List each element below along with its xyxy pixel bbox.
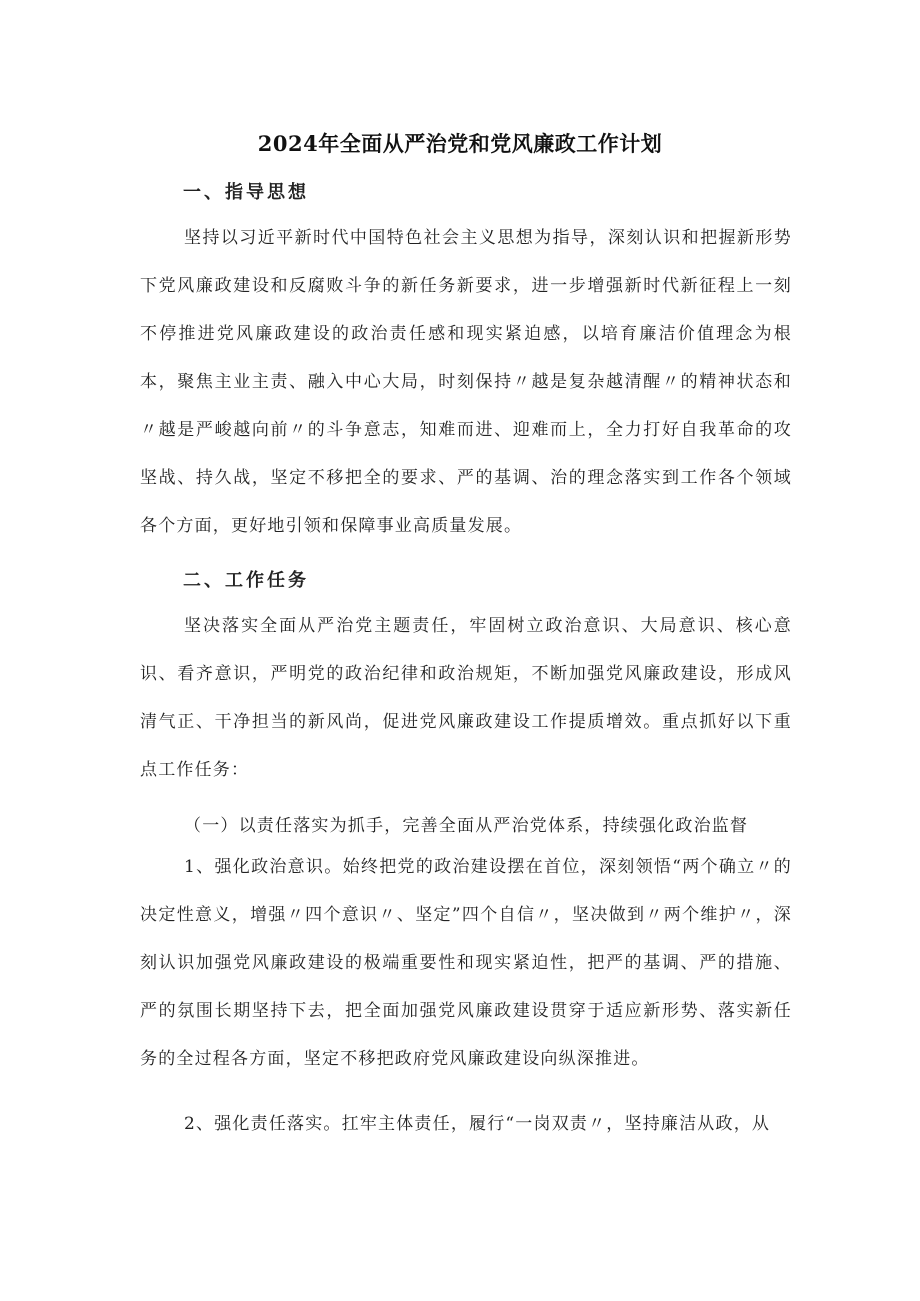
task-item-political-awareness: 1、强化政治意识。始终把党的政治建设摆在首位，深刻领悟“两个确立〃的决定性意义，增强〃四个意识〃、坚定”四个自信〃，坚决做到〃两个维护〃，深刻认识加强党风廉政建设的极端重要性和现实紧迫性，把严的基调、严的措施、严的氛围长期坚持下去，把全面加强党风廉政建设贯穿于适应新形势、落实新任务的全过程各方面，坚定不移把政府党风廉政建设向纵深推进。 xyxy=(140,857,792,1069)
task-item-responsibility: 2、强化责任落实。扛牢主体责任，履行“一岗双责〃，坚持廉洁从政，从 xyxy=(184,1114,771,1134)
section-heading-work-tasks: 二、工作任务 xyxy=(183,570,309,591)
section-heading-guiding-ideology: 一、指导思想 xyxy=(183,182,309,203)
guiding-ideology-paragraph: 坚持以习近平新时代中国特色社会主义思想为指导，深刻认识和把握新形势下党风廉政建设和反腐败斗争的新任务新要求，进一步增强新时代新征程上一刻不停推进党风廉政建设的政治责任感和现实紧迫感，以培育廉洁价值理念为根本，聚焦主业主责、融入中心大局，时刻保持〃越是复杂越清醒〃的精神状态和〃越是严峻越向前〃的斗争意志，知难而进、迎难而上，全力打好自我革命的攻坚战、持久战，坚定不移把全的要求、严的基调、治的理念落实到工作各个领域各个方面，更好地引领和保障事业高质量发展。 xyxy=(140,228,792,536)
subsection-heading-responsibility: （一）以责任落实为抓手，完善全面从严治党体系，持续强化政治监督 xyxy=(184,816,749,836)
document-title: 2024年全面从严治党和党风廉政工作计划 xyxy=(257,131,663,156)
work-tasks-intro-paragraph: 坚决落实全面从严治党主题责任，牢固树立政治意识、大局意识、核心意识、看齐意识，严明党的政治纪律和政治规矩，不断加强党风廉政建设，形成风清气正、干净担当的新风尚，促进党风廉政建设工作提质增效。重点抓好以下重点工作任务： xyxy=(140,616,792,780)
